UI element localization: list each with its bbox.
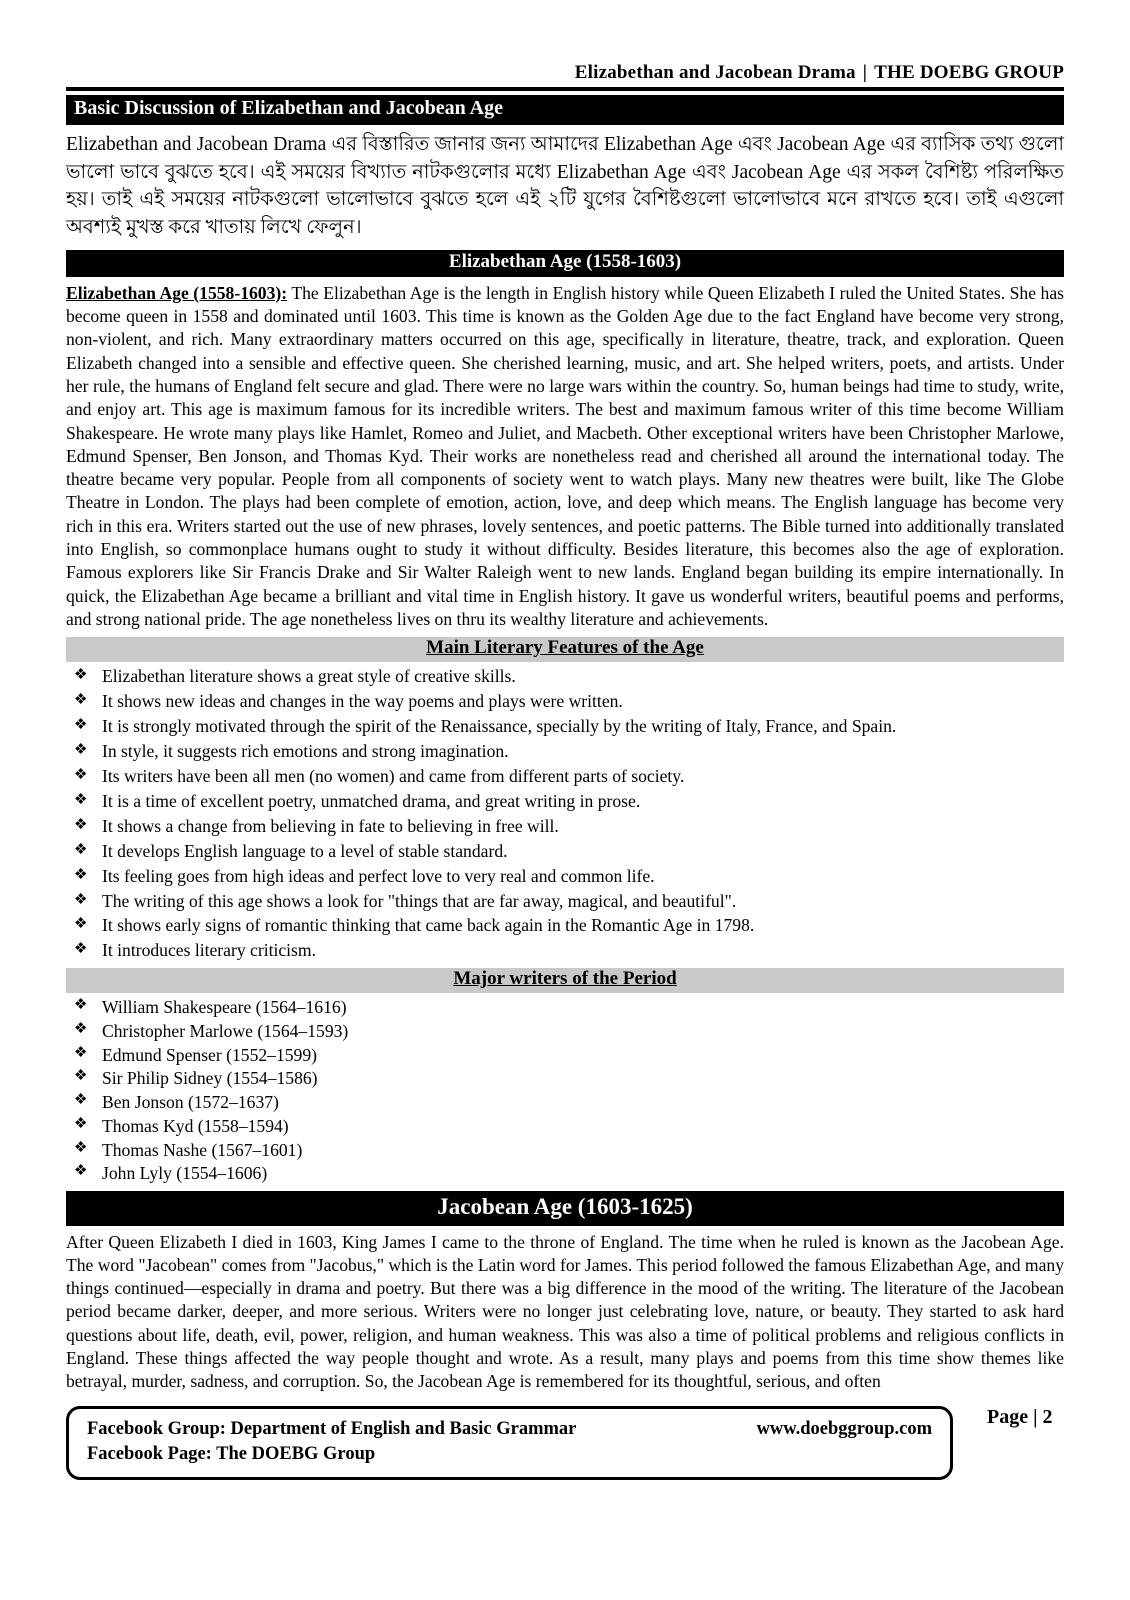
header-brand: THE DOEBG GROUP (874, 62, 1064, 83)
diamond-bullet-icon: ❖ (74, 891, 88, 908)
list-item-text: It introduces literary criticism. (102, 940, 316, 961)
diamond-bullet-icon: ❖ (74, 1044, 88, 1061)
diamond-bullet-icon: ❖ (74, 741, 88, 758)
list-item (66, 1115, 1064, 1138)
list-item (66, 939, 1064, 963)
page-number: Page | 2 (987, 1405, 1053, 1428)
intro-paragraph-bengali: Elizabethan and Jacobean Drama এর বিস্তারিত জানার জন্য আমাদের Elizabethan Age এবং Jacobean Age এর ব্যাসিক তথ্য গুলো ভালো ভাবে বুঝতে হবে। এই সময়ের বিখ্যাত নাটকগুলোর মধ্যে Elizabethan Age এবং Jacobean Age এর সকল বৈশিষ্ট্য পরিলক্ষিত হয়। তাই এই সময়ের নাটকগুলো ভালোভাবে বুঝতে হলে এই ২টি যুগের বৈশিষ্টগুলো ভালোভাবে মনে রাখতে হবে। তাই এগুলো অবশ্যই মুখস্ত করে খাতায় লিখে ফেলুন। (66, 134, 1064, 239)
diamond-bullet-icon: ❖ (74, 667, 88, 684)
footer-line-1 (87, 1417, 932, 1442)
list-item (66, 996, 1064, 1019)
list-item (66, 690, 1064, 714)
list-item (66, 865, 1064, 889)
subheading-text: Main Literary Features of the Age (426, 637, 704, 659)
diamond-bullet-icon: ❖ (74, 841, 88, 858)
diamond-bullet-icon: ❖ (74, 1115, 88, 1132)
list-item (66, 790, 1064, 814)
list-item (66, 715, 1064, 739)
diamond-bullet-icon: ❖ (74, 766, 88, 783)
writer-name: John Lyly (1554–1606) (102, 1163, 268, 1184)
page-footer (66, 1406, 1064, 1480)
list-item-text: It shows a change from believing in fate to believing in free will. (102, 815, 559, 836)
writer-name: Ben Jonson (1572–1637) (102, 1092, 279, 1113)
subheading-text: Major writers of the Period (453, 968, 677, 990)
list-item (66, 1044, 1064, 1067)
diamond-bullet-icon: ❖ (74, 692, 88, 709)
diamond-bullet-icon: ❖ (74, 916, 88, 933)
list-item-text: Elizabethan literature shows a great style of creative skills. (102, 666, 516, 687)
subheading-major-writers (66, 968, 1064, 993)
list-item (66, 914, 1064, 938)
header-divider: | (862, 62, 868, 83)
diamond-bullet-icon: ❖ (74, 791, 88, 808)
list-item (66, 1139, 1064, 1162)
list-item (66, 890, 1064, 914)
list-item (66, 1067, 1064, 1090)
subheading-main-literary-features (66, 637, 1064, 662)
list-item-text: Its feeling goes from high ideas and perfect love to very real and common life. (102, 865, 655, 886)
facebook-group-label: Facebook Group: Department of English and Basic Grammar (87, 1418, 577, 1439)
list-item (66, 665, 1064, 689)
list-item (66, 840, 1064, 864)
diamond-bullet-icon: ❖ (74, 1092, 88, 1109)
list-item (66, 1020, 1064, 1043)
diamond-bullet-icon: ❖ (74, 941, 88, 958)
list-item-text: It shows early signs of romantic thinking that came back again in the Romantic Age in 1798. (102, 915, 755, 936)
elizabethan-lead: Elizabethan Age (1558-1603): (66, 282, 288, 303)
list-item-text: It shows new ideas and changes in the way poems and plays were written. (102, 691, 623, 712)
diamond-bullet-icon: ❖ (74, 1163, 88, 1180)
section-banner-basic-discussion: Basic Discussion of Elizabethan and Jacobean Age (66, 95, 1064, 125)
list-item (66, 740, 1064, 764)
diamond-bullet-icon: ❖ (74, 1139, 88, 1156)
writer-name: Thomas Nashe (1567–1601) (102, 1139, 303, 1160)
section-banner-elizabethan-age: Elizabethan Age (1558-1603) (66, 250, 1064, 277)
list-item-text: It is a time of excellent poetry, unmatched drama, and great writing in prose. (102, 790, 641, 811)
writer-name: Edmund Spenser (1552–1599) (102, 1044, 318, 1065)
writers-list (66, 996, 1064, 1185)
list-item-text: It develops English language to a level of stable standard. (102, 840, 508, 861)
writer-name: Thomas Kyd (1558–1594) (102, 1115, 289, 1136)
list-item-text: Its writers have been all men (no women) and came from different parts of society. (102, 765, 685, 786)
writer-name: William Shakespeare (1564–1616) (102, 997, 347, 1018)
writer-name: Sir Philip Sidney (1554–1586) (102, 1068, 318, 1089)
facebook-page-label: Facebook Page: The DOEBG Group (87, 1443, 376, 1464)
list-item (66, 1091, 1064, 1114)
list-item-text: It is strongly motivated through the spirit of the Renaissance, specially by the writing of Italy, France, and Spain. (102, 716, 897, 737)
footer-contact-box (66, 1406, 953, 1480)
features-list (66, 665, 1064, 963)
diamond-bullet-icon: ❖ (74, 1020, 88, 1037)
diamond-bullet-icon: ❖ (74, 997, 88, 1014)
footer-line-2 (87, 1442, 932, 1467)
website-url: www.doebggroup.com (756, 1418, 932, 1439)
elizabethan-body: The Elizabethan Age is the length in English history while Queen Elizabeth I ruled the United States. She has become queen in 1558 and dominated until 1603. This time is known as the Golden Age due to the fact England have become very strong, non-violent, and rich. Many extraordinary matters occurred on this age, specifically in literature, theatre, track, and exploration. Queen Elizabeth changed into a sensible and effective queen. She cherished learning, music, and art. She helped writers, poets, and artists. Under her rule, the humans of England felt secure and glad. There were no large wars within the country. So, human beings had time to study, write, and enjoy art. This age is maximum famous for its incredible writers. The best and maximum famous writer of this time become William Shakespeare. He wrote many plays like Hamlet, Romeo and Juliet, and Macbeth. Other exceptional writers have been Christopher Marlowe, Edmund Spenser, Ben Jonson, and Thomas Kyd. Their works are nonetheless read and cherished all around the international today. The theatre became very popular. People from all components of society went to watch plays. Many new theatres were built, like The Globe Theatre in London. The plays had been complete of emotion, action, love, and deep which means. The English language has become very rich in this era. Writers started out the use of new phrases, lovely sentences, and poetic patterns. The Bible turned into additionally translated into English, so commonplace humans ought to study it without difficulty. Besides literature, this becomes also the age of exploration. Famous explorers like Sir Francis Drake and Sir Walter Raleigh went to new lands. England began building its empire internationally. In quick, the Elizabethan Age became a brilliant and vital time in English history. It gave us wonderful writers, beautiful poems and performs, and strong national pride. The age nonetheless lives on thru its wealthy literature and achievements. (66, 282, 1064, 629)
diamond-bullet-icon: ❖ (74, 816, 88, 833)
list-item (66, 765, 1064, 789)
jacobean-paragraph: After Queen Elizabeth I died in 1603, King James I came to the throne of England. The time when he ruled is known as the Jacobean Age. The word "Jacobean" comes from "Jacobus," which is the Latin word for James. This period followed the famous Elizabethan Age, and many things continued—especially in drama and poetry. But there was a big difference in the mood of the writing. The literature of the Jacobean period became darker, deeper, and more serious. Writers were no longer just celebrating love, nature, or beauty. They started to ask hard questions about life, death, evil, power, religion, and human weakness. This was also a time of political problems and religious conflicts in England. These things affected the way people thought and wrote. As a result, many plays and poems from this time show themes like betrayal, murder, sadness, and corruption. So, the Jacobean Age is remembered for its thoughtful, serious, and often (66, 1231, 1064, 1392)
running-header (66, 62, 1064, 91)
header-title: Elizabethan and Jacobean Drama (574, 62, 856, 83)
list-item-text: The writing of this age shows a look for "things that are far away, magical, and beautiful". (102, 890, 737, 911)
list-item-text: In style, it suggests rich emotions and strong imagination. (102, 740, 509, 761)
elizabethan-paragraph (66, 282, 1064, 631)
list-item (66, 815, 1064, 839)
diamond-bullet-icon: ❖ (74, 717, 88, 734)
section-banner-jacobean-age: Jacobean Age (1603-1625) (66, 1191, 1064, 1226)
diamond-bullet-icon: ❖ (74, 1068, 88, 1085)
list-item (66, 1162, 1064, 1185)
writer-name: Christopher Marlowe (1564–1593) (102, 1020, 349, 1041)
diamond-bullet-icon: ❖ (74, 866, 88, 883)
